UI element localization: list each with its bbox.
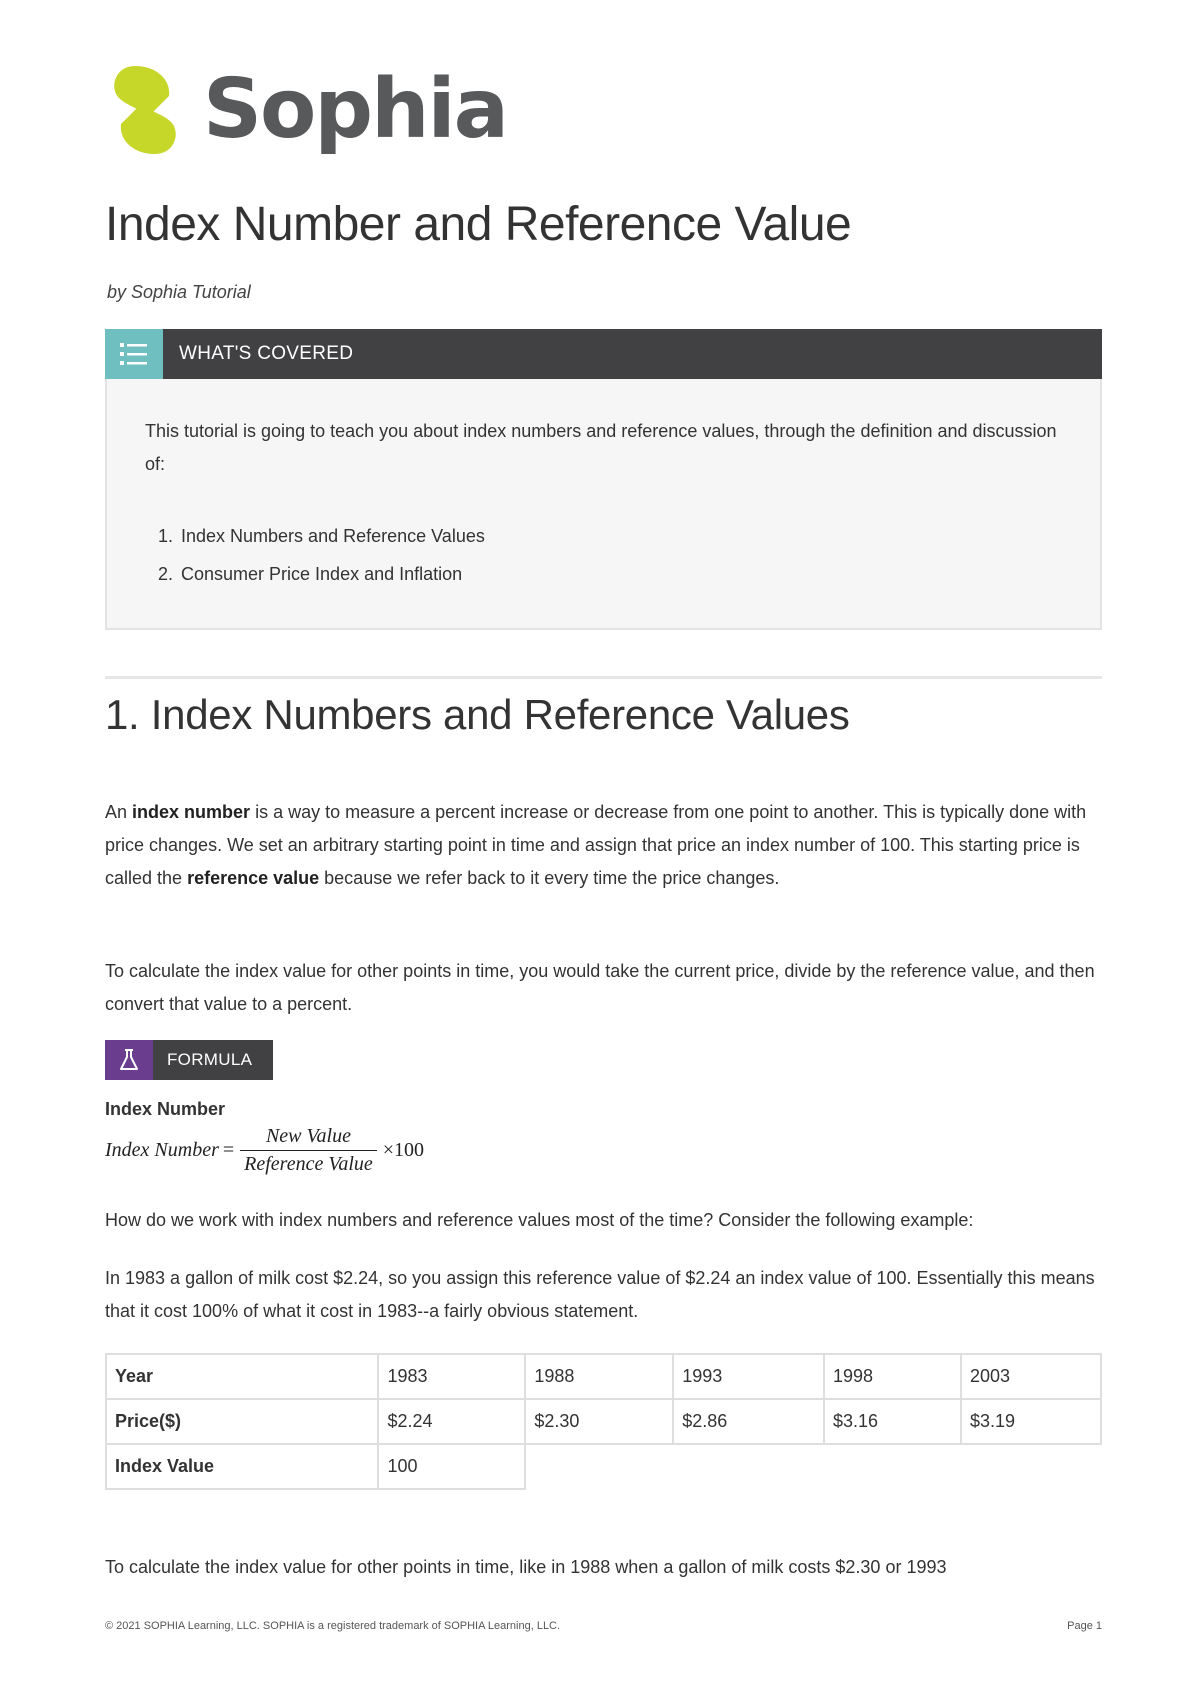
footer-page-number: Page 1 bbox=[1067, 1620, 1102, 1632]
whats-covered-icon-box bbox=[105, 329, 163, 379]
author-byline: by Sophia Tutorial bbox=[107, 282, 251, 302]
table-row bbox=[106, 1354, 1101, 1399]
paragraph-continuation: To calculate the index value for other points in time, like in 1988 when a gallon of milk costs $2.30 or 1993 bbox=[105, 1557, 947, 1577]
paragraph-calculation: To calculate the index value for other points in time, you would take the current price, divide by the reference value, and then convert that value to a percent. bbox=[105, 961, 1095, 1014]
equation-equals: = bbox=[222, 1138, 235, 1161]
formula-label: FORMULA bbox=[167, 1050, 253, 1069]
table-cell-empty bbox=[961, 1444, 1101, 1489]
term-index-number: index number bbox=[132, 802, 251, 822]
flask-icon bbox=[119, 1048, 139, 1072]
whats-covered-header bbox=[105, 329, 1102, 379]
table-cell: 1993 bbox=[673, 1354, 824, 1399]
table-cell: $3.16 bbox=[824, 1399, 961, 1444]
table-row bbox=[106, 1399, 1101, 1444]
equation-numerator: New Value bbox=[265, 1124, 351, 1147]
table-cell: 2003 bbox=[961, 1354, 1101, 1399]
section-title: 1. Index Numbers and Reference Values bbox=[105, 691, 850, 738]
term-reference-value: reference value bbox=[187, 868, 320, 888]
milk-price-table bbox=[105, 1353, 1102, 1490]
table-row-header: Year bbox=[106, 1354, 378, 1399]
table-cell: $2.24 bbox=[378, 1399, 525, 1444]
table-row bbox=[106, 1444, 1101, 1489]
table-row-header: Index Value bbox=[106, 1444, 378, 1489]
formula-name: Index Number bbox=[105, 1099, 226, 1119]
table-row-header: Price($) bbox=[106, 1399, 378, 1444]
table-cell-empty bbox=[673, 1444, 824, 1489]
list-item-number: 1. bbox=[157, 526, 173, 546]
paragraph-question: How do we work with index numbers and reference values most of the time? Consider the following example: bbox=[105, 1210, 974, 1230]
section-divider bbox=[105, 676, 1102, 679]
list-icon bbox=[120, 341, 148, 367]
table-cell: 1988 bbox=[525, 1354, 673, 1399]
table-cell: $2.86 bbox=[673, 1399, 824, 1444]
table-cell: $3.19 bbox=[961, 1399, 1101, 1444]
equation-denominator: Reference Value bbox=[240, 1150, 377, 1176]
table-cell: $2.30 bbox=[525, 1399, 673, 1444]
sophia-logo bbox=[105, 55, 507, 165]
text-run: An bbox=[105, 802, 133, 822]
whats-covered-body bbox=[105, 379, 1102, 630]
whats-covered-label: WHAT'S COVERED bbox=[179, 343, 354, 364]
formula-tag bbox=[105, 1040, 273, 1080]
footer-copyright: © 2021 SOPHIA Learning, LLC. SOPHIA is a registered trademark of SOPHIA Learning, LLC. bbox=[105, 1620, 561, 1632]
table-cell: 1983 bbox=[378, 1354, 525, 1399]
list-item-number: 2. bbox=[157, 564, 173, 584]
equation-lhs: Index Number bbox=[105, 1138, 219, 1161]
paragraph-index-number-definition bbox=[105, 796, 1102, 895]
index-number-equation bbox=[105, 1122, 424, 1178]
table-cell-empty bbox=[824, 1444, 961, 1489]
whats-covered-list bbox=[145, 517, 485, 593]
logo-wordmark: Sophia bbox=[203, 62, 507, 157]
list-item-text: Index Numbers and Reference Values bbox=[181, 526, 485, 546]
sophia-logo-mark-icon bbox=[105, 58, 185, 162]
table-cell: 1998 bbox=[824, 1354, 961, 1399]
table-cell-empty bbox=[525, 1444, 673, 1489]
list-item-text: Consumer Price Index and Inflation bbox=[181, 564, 463, 584]
table-cell: 100 bbox=[378, 1444, 525, 1489]
paragraph-milk-example: In 1983 a gallon of milk cost $2.24, so you assign this reference value of $2.24 an index value of 100. Essentially this means that it cost 100% of what it cost in 1983--a fairly obvious statement. bbox=[105, 1268, 1095, 1321]
formula-icon-box bbox=[105, 1040, 153, 1080]
whats-covered-intro: This tutorial is going to teach you about index numbers and reference values, through the definition and discussion of: bbox=[145, 421, 1057, 474]
list-item bbox=[145, 555, 485, 593]
text-run: because we refer back to it every time the price changes. bbox=[319, 868, 780, 888]
equation-multiplier: ×100 bbox=[382, 1138, 425, 1161]
text-run: is a way to measure a percent increase or decrease from one point to another. This is typically done with price changes. We set an arbitrary starting point in time and assign that price an index number of 100. This starting price is called the bbox=[105, 802, 1087, 888]
list-item bbox=[145, 517, 485, 555]
equation-fraction bbox=[240, 1125, 377, 1176]
page-title: Index Number and Reference Value bbox=[105, 198, 852, 251]
